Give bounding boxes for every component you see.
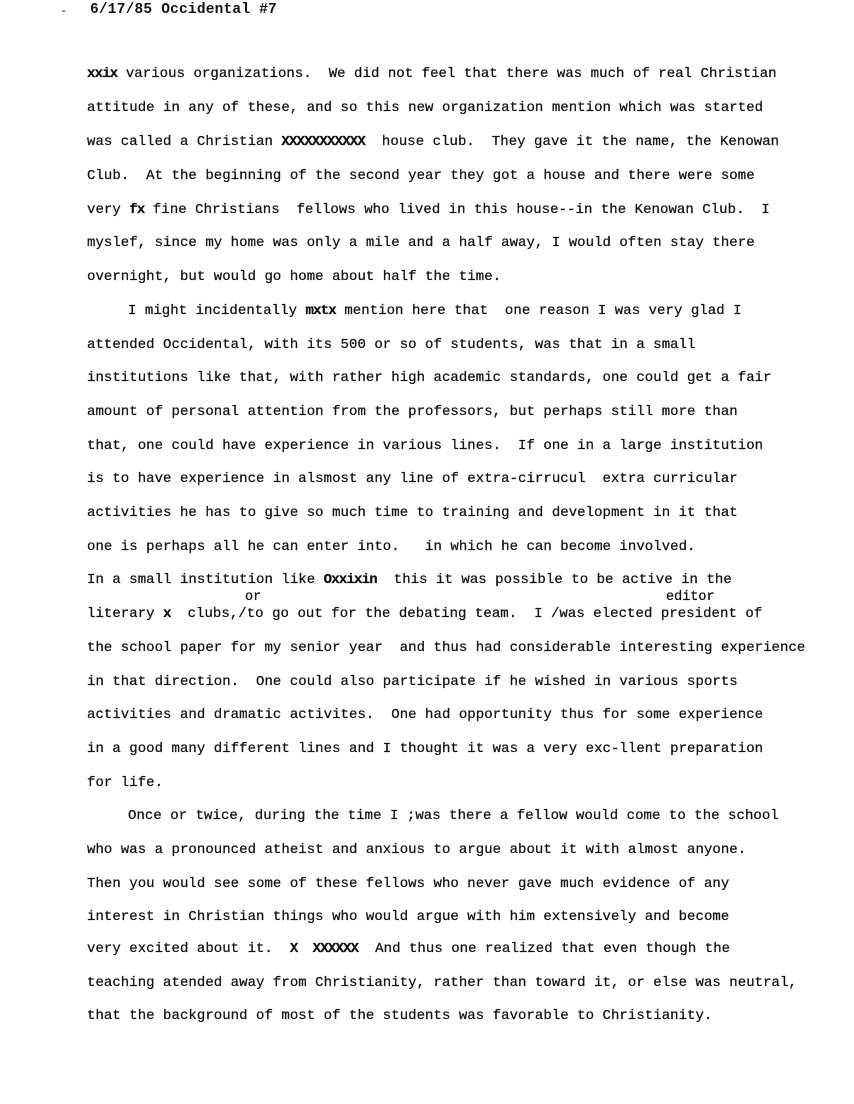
text-line: myslef, since my home was only a mile and a half away, I would often stay there [87, 235, 755, 251]
text-line: was called a Christian XXXXXXXXXXX house club. They gave it the name, the Kenowan [87, 134, 780, 150]
text-line: very fx fine Christians fellows who lived in this house--in the Kenowan Club. I [87, 202, 770, 218]
text-line: Then you would see some of these fellows who never gave much evidence of any [87, 876, 730, 892]
text-line: in a good many different lines and I thought it was a very exc-llent preparation [87, 741, 764, 757]
text-line: the school paper for my senior year and thus had considerable interesting experience [87, 640, 806, 656]
text-line: In a small institution like Oxxixin this it was possible to be active in the [87, 572, 732, 588]
text-line: who was a pronounced atheist and anxious to argue about it with almost anyone. [87, 842, 747, 858]
text-line: overnight, but would go home about half the time. [87, 269, 502, 285]
text-line: literary x clubs,/to go out for the debating team. I /was elected president of [87, 606, 763, 622]
text-line: attitude in any of these, and so this new organization mention which was started [87, 100, 764, 116]
text-line: very excited about it. X XXXXXX And thus one realized that even though the [87, 941, 731, 957]
margin-mark: - [60, 4, 68, 18]
text-line: I might incidentally mxtx mention here that one reason I was very glad I [128, 303, 742, 319]
text-line: institutions like that, with rather high academic standards, one could get a fair [87, 370, 772, 386]
text-line: in that direction. One could also participate if he wished in various sports [87, 674, 738, 690]
text-line: that the background of most of the students was favorable to Christianity. [87, 1008, 713, 1024]
text-line: that, one could have experience in various lines. If one in a large institution [87, 438, 764, 454]
text-line: attended Occidental, with its 500 or so of students, was that in a small [87, 337, 696, 353]
text-line: teaching atended away from Christianity, rather than toward it, or else was neutral, [87, 975, 797, 991]
text-line: Club. At the beginning of the second year they got a house and there were some [87, 168, 755, 184]
insertion-editor: editor [666, 590, 715, 605]
text-line: Once or twice, during the time I ;was there a fellow would come to the school [128, 808, 779, 824]
page-header: 6/17/85 Occidental #7 [90, 2, 277, 18]
insertion-or: or [245, 590, 262, 605]
text-line: is to have experience in alsmost any line of extra-cirrucul extra curricular [87, 471, 738, 487]
text-line: interest in Christian things who would argue with him extensively and become [87, 909, 730, 925]
text-line: for life. [87, 775, 164, 791]
text-line: activities and dramatic activites. One had opportunity thus for some experience [87, 707, 764, 723]
text-line: xxix various organizations. We did not feel that there was much of real Christian [87, 66, 777, 82]
text-line: amount of personal attention from the professors, but perhaps still more than [87, 404, 738, 420]
text-line: one is perhaps all he can enter into. in which he can become involved. [87, 539, 696, 555]
text-line: activities he has to give so much time to training and development in it that [87, 505, 738, 521]
